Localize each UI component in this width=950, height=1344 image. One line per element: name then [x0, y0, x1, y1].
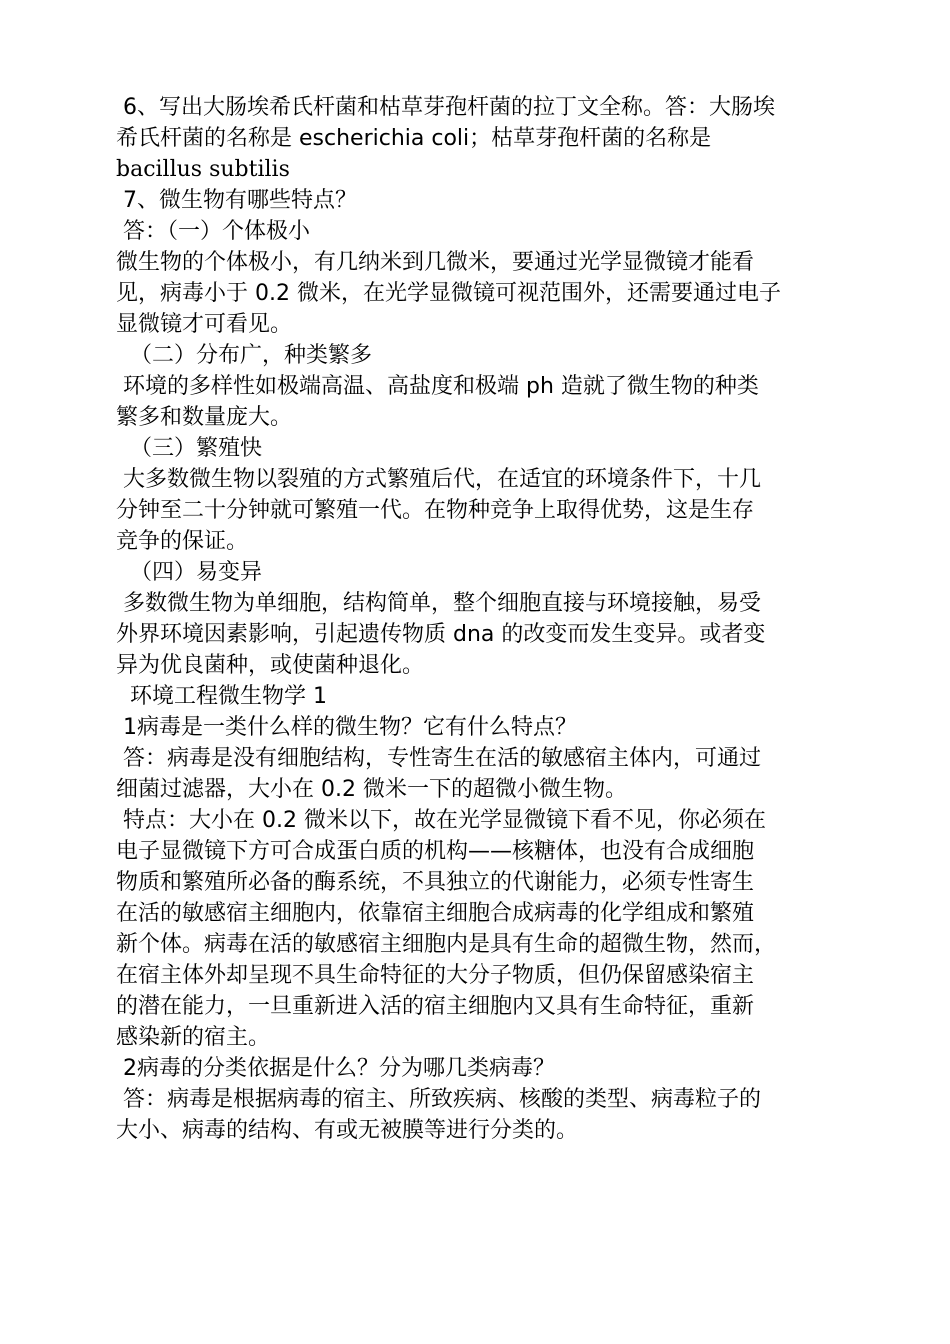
- text-line: 微生物的个体极小，有几纳米到几微米，要通过光学显微镜才能看: [116, 250, 755, 275]
- text-line: 分钟至二十分钟就可繁殖一代。在物种竞争上取得优势，这是生存: [116, 498, 755, 523]
- text-line: 物质和繁殖所必备的酶系统，不具独立的代谢能力，必须专性寄生: [116, 870, 755, 895]
- section-heading: 答：（一）个体极小: [116, 219, 310, 244]
- text-line: 外界环境因素影响，引起遗传物质 dna 的改变而发生变异。或者变: [116, 622, 766, 647]
- text-line: 大多数微生物以裂殖的方式繁殖后代，在适宜的环境条件下，十几: [116, 467, 761, 492]
- text-line: 竞争的保证。: [116, 529, 249, 554]
- text-line: bacillus subtilis: [116, 157, 290, 182]
- chapter-heading: 环境工程微生物学 1: [116, 684, 327, 709]
- question-heading: 2病毒的分类依据是什么？分为哪几类病毒？: [116, 1056, 555, 1081]
- question-heading: 1病毒是一类什么样的微生物？它有什么特点？: [116, 715, 577, 740]
- text-line: 多数微生物为单细胞，结构简单，整个细胞直接与环境接触，易受: [116, 591, 761, 616]
- text-line: 见，病毒小于 0.2 微米，在光学显微镜可视范围外，还需要通过电子: [116, 281, 781, 306]
- text-line: 特点：大小在 0.2 微米以下，故在光学显微镜下看不见，你必须在: [116, 808, 766, 833]
- section-heading: （二）分布广，种类繁多: [116, 343, 372, 368]
- text-line: 在活的敏感宿主细胞内，依靠宿主细胞合成病毒的化学组成和繁殖: [116, 901, 755, 926]
- text-line: 显微镜才可看见。: [116, 312, 293, 337]
- text-line: 新个体。病毒在活的敏感宿主细胞内是具有生命的超微生物，然而，: [116, 932, 777, 957]
- text-line: 6、写出大肠埃希氏杆菌和枯草芽孢杆菌的拉丁文全称。答：大肠埃: [116, 95, 775, 120]
- text-line: 繁多和数量庞大。: [116, 405, 293, 430]
- question-heading: 7、微生物有哪些特点？: [116, 188, 357, 213]
- text-line: 在宿主体外却呈现不具生命特征的大分子物质，但仍保留感染宿主: [116, 963, 755, 988]
- text-line: 大小、病毒的结构、有或无被膜等进行分类的。: [116, 1118, 579, 1143]
- document-body: [116, 92, 836, 1146]
- text-line: 细菌过滤器，大小在 0.2 微米一下的超微小微生物。: [116, 777, 627, 802]
- text-line: 电子显微镜下方可合成蛋白质的机构——核糖体，也没有合成细胞: [116, 839, 755, 864]
- text-line: 异为优良菌种，或使菌种退化。: [116, 653, 425, 678]
- section-heading: （四）易变异: [116, 560, 262, 585]
- section-heading: （三）繁殖快: [116, 436, 262, 461]
- text-line: 答：病毒是根据病毒的宿主、所致疾病、核酸的类型、病毒粒子的: [116, 1087, 761, 1112]
- text-line: 希氏杆菌的名称是 escherichia coli；枯草芽孢杆菌的名称是: [116, 126, 712, 151]
- text-line: 环境的多样性如极端高温、高盐度和极端 ph 造就了微生物的种类: [116, 374, 759, 399]
- text-line: 答：病毒是没有细胞结构，专性寄生在活的敏感宿主体内，可通过: [116, 746, 761, 771]
- text-line: 感染新的宿主。: [116, 1025, 271, 1050]
- text-line: 的潜在能力，一旦重新进入活的宿主细胞内又具有生命特征，重新: [116, 994, 755, 1019]
